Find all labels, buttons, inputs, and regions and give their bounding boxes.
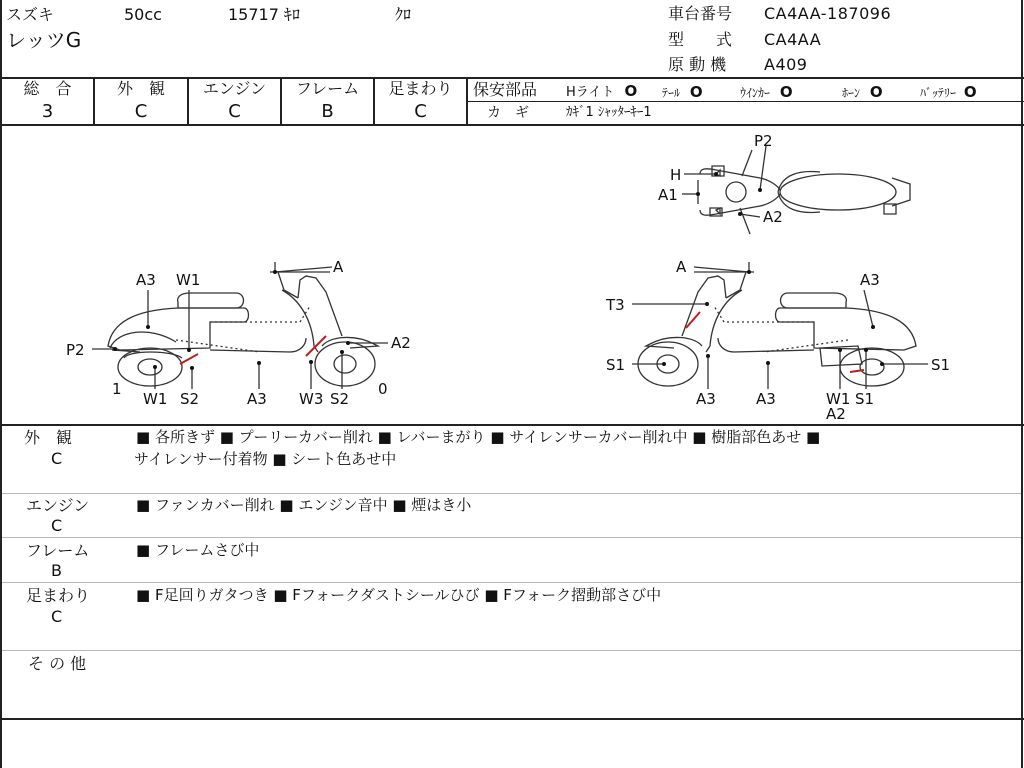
grade-total-label: 総 合 xyxy=(23,79,72,98)
diag-left-label-s2-b: S2 xyxy=(330,390,350,408)
defect-exterior-category: 外 観 xyxy=(24,428,73,447)
other-label: そ の 他 xyxy=(28,654,87,673)
defect-engine-line-1: ■ ファンカバー削れ ■ エンジン音中 ■ 煙はき小 xyxy=(136,496,472,514)
defect-exterior-line-2: サイレンサー付着物 ■ シート色あせ中 xyxy=(134,450,397,468)
diag-left-label-w1: W1 xyxy=(143,390,168,408)
grade-engine-label: エンジン xyxy=(202,79,267,98)
frame-no-label: 車台番号 xyxy=(668,4,733,23)
safety-tail-label: ﾃｰﾙ xyxy=(662,86,681,100)
diag-right-label-a2: A2 xyxy=(826,405,846,423)
diag-top-label-a1: A1 xyxy=(658,186,678,204)
maker: スズキ xyxy=(6,5,55,24)
safety-horn xyxy=(842,85,883,100)
safety-winker-label: ｳｲﾝｶｰ xyxy=(740,86,771,100)
defect-exterior-grade: C xyxy=(51,449,63,468)
diag-left-label-a3-b: A3 xyxy=(247,390,267,408)
diag-left-label-0: 0 xyxy=(378,380,388,398)
diag-right-label-s1-left: S1 xyxy=(606,356,626,374)
defect-frame-line-1: ■ フレームさび中 xyxy=(136,541,260,559)
diag-left-label-a3: A3 xyxy=(136,271,156,289)
grade-exterior: C xyxy=(134,101,148,122)
diag-left-label-a: A xyxy=(333,258,344,276)
defect-frame-grade: B xyxy=(51,561,62,580)
key-value: ｶｷﾞ1 ｼｬｯﾀｰｷｰ1 xyxy=(566,105,652,120)
diag-right-label-t3: T3 xyxy=(606,296,625,314)
safety-label: 保安部品 xyxy=(473,80,538,99)
diag-left-label-s2-a: S2 xyxy=(180,390,200,408)
diag-right-label-a3-b: A3 xyxy=(756,390,776,408)
diag-right-label-a3-top: A3 xyxy=(860,271,880,289)
defect-rule-4 xyxy=(2,650,1021,651)
scooter-top-view xyxy=(682,146,910,234)
diag-right-label-s1-right: S1 xyxy=(931,356,951,374)
safety-battery-label: ﾊﾞｯﾃﾘｰ xyxy=(920,86,957,100)
diag-right-label-s1-bottom: S1 xyxy=(855,390,875,408)
safety-headlight-label: Hライト xyxy=(566,85,615,100)
engine-model: A409 xyxy=(764,55,808,74)
type-label: 型 式 xyxy=(668,30,733,49)
safety-mid-rule xyxy=(466,101,1024,102)
footer-rule xyxy=(0,718,1024,720)
damage-mark-left-2 xyxy=(306,336,326,356)
displacement: 50cc xyxy=(124,5,162,24)
type-value: CA4AA xyxy=(764,30,822,49)
safety-winker-mark: O xyxy=(779,83,793,101)
grade-frame: B xyxy=(321,101,334,122)
diag-top-label-a2: A2 xyxy=(763,208,783,226)
safety-headlight-mark: O xyxy=(624,82,638,100)
diag-left-label-p2: P2 xyxy=(66,341,85,359)
safety-battery xyxy=(920,85,977,100)
diag-left-label-a2: A2 xyxy=(391,334,411,352)
defect-engine-category: エンジン xyxy=(26,496,90,515)
safety-tail xyxy=(662,85,703,100)
safety-battery-mark: O xyxy=(963,83,977,101)
mileage: 15717 ｷﾛ xyxy=(228,5,300,24)
damage-mark-left-1 xyxy=(180,354,198,364)
safety-headlight xyxy=(566,84,637,99)
diag-left-label-w1-top: W1 xyxy=(176,271,201,289)
defect-suspension-category: 足まわり xyxy=(26,586,91,605)
engine-model-label: 原 動 機 xyxy=(668,55,727,74)
grade-exterior-label: 外 観 xyxy=(116,79,165,98)
diag-top-label-h: H xyxy=(670,166,682,184)
diag-left-label-w3: W3 xyxy=(299,390,324,408)
frame-no: CA4AA-187096 xyxy=(764,4,892,23)
safety-tail-mark: O xyxy=(689,83,703,101)
safety-horn-label: ﾎｰﾝ xyxy=(842,86,861,100)
diag-top-label-p2: P2 xyxy=(754,132,773,150)
damage-diagram xyxy=(0,126,1024,424)
grade-frame-label: フレーム xyxy=(295,79,360,98)
scooter-right-side-view xyxy=(632,262,928,389)
key-label: カ ギ xyxy=(487,105,529,121)
diag-right-label-a3-a: A3 xyxy=(696,390,716,408)
defect-engine-grade: C xyxy=(51,516,63,535)
defect-frame-category: フレーム xyxy=(26,541,90,560)
model-name: レッツG xyxy=(6,28,82,52)
grade-suspension-label: 足まわり xyxy=(388,79,453,98)
diag-right-label-w1: W1 xyxy=(826,390,851,408)
diag-right-label-a: A xyxy=(676,258,687,276)
safety-horn-mark: O xyxy=(869,83,883,101)
defect-rule-3 xyxy=(2,582,1021,583)
diag-left-label-1: 1 xyxy=(112,380,122,398)
defect-exterior-line-1: ■ 各所きず ■ プーリーカバー削れ ■ レバーまがり ■ サイレンサーカバー削れ中 ■ 樹脂部色あせ ■ xyxy=(136,428,821,446)
defect-suspension-line-1: ■ F足回りガタつき ■ Fフォークダストシールひび ■ Fフォーク摺動部さび中 xyxy=(136,586,662,604)
color: ｸﾛ xyxy=(395,5,412,24)
grade-engine: C xyxy=(228,101,241,122)
defect-rule-2 xyxy=(2,537,1021,538)
safety-winker xyxy=(740,85,793,100)
grade-suspension: C xyxy=(414,101,427,122)
defect-suspension-grade: C xyxy=(51,607,63,626)
grade-total: 3 xyxy=(41,101,54,122)
